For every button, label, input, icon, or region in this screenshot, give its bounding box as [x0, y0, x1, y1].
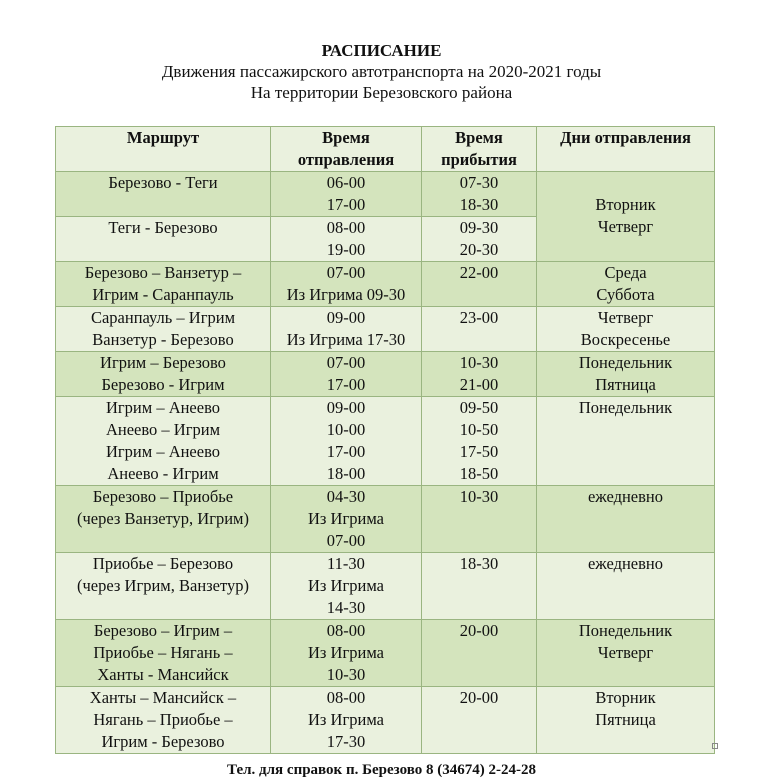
- departure-cell: 08-00 Из Игрима 17-30: [271, 687, 422, 754]
- days-cell: Вторник Четверг: [537, 172, 715, 262]
- schedule-title: РАСПИСАНИЕ: [321, 41, 442, 60]
- departure-cell: 08-00 19-00: [271, 217, 422, 262]
- table-row: [56, 397, 715, 486]
- arrival-cell: 09-50 10-50 17-50 18-50: [422, 397, 537, 486]
- route-cell: Березово – Приобье (через Ванзетур, Игрим): [56, 486, 271, 553]
- days-cell: Четверг Воскресенье: [537, 307, 715, 352]
- days-cell: Вторник Пятница: [537, 687, 715, 754]
- route-cell: Приобье – Березово (через Игрим, Ванзетур): [56, 553, 271, 620]
- table-row: [56, 687, 715, 754]
- schedule-subtitle: Движения пассажирского автотранспорта на 2020-2021 годы: [161, 62, 602, 81]
- arrival-cell: 23-00: [422, 307, 537, 352]
- route-cell: Березово - Теги: [56, 172, 271, 217]
- route-cell: Теги - Березово: [56, 217, 271, 262]
- arrival-cell: 07-30 18-30: [422, 172, 537, 217]
- departure-cell: 09-00 Из Игрима 17-30: [271, 307, 422, 352]
- route-cell: Березово – Ванзетур – Игрим - Саранпауль: [56, 262, 271, 307]
- departure-cell: 08-00 Из Игрима 10-30: [271, 620, 422, 687]
- route-cell: Саранпауль – Игрим Ванзетур - Березово: [56, 307, 271, 352]
- arrival-cell: 20-00: [422, 620, 537, 687]
- header-days: Дни отправления: [537, 127, 715, 172]
- departure-cell: 07-00 17-00: [271, 352, 422, 397]
- table-row: [56, 352, 715, 397]
- days-cell: ежедневно: [537, 553, 715, 620]
- header-arrival: Время прибытия: [422, 127, 537, 172]
- table-row: [56, 620, 715, 687]
- table-resize-handle: [712, 743, 718, 749]
- departure-cell: 06-00 17-00: [271, 172, 422, 217]
- days-cell: ежедневно: [537, 486, 715, 553]
- title-block: [0, 40, 763, 103]
- table-header-row: [56, 127, 715, 172]
- arrival-cell: 20-00: [422, 687, 537, 754]
- arrival-cell: 09-30 20-30: [422, 217, 537, 262]
- days-cell: Понедельник Пятница: [537, 352, 715, 397]
- schedule-region: На территории Березовского района: [250, 83, 513, 102]
- days-cell: Понедельник: [537, 397, 715, 486]
- table-row: [56, 172, 715, 217]
- route-cell: Игрим – Анеево Анеево – Игрим Игрим – Анеево Анеево - Игрим: [56, 397, 271, 486]
- departure-cell: 04-30 Из Игрима 07-00: [271, 486, 422, 553]
- contact-footer: Тел. для справок п. Березово 8 (34674) 2-24-28: [227, 762, 536, 778]
- arrival-cell: 18-30: [422, 553, 537, 620]
- arrival-cell: 22-00: [422, 262, 537, 307]
- arrival-cell: 10-30: [422, 486, 537, 553]
- schedule-table: [55, 126, 715, 754]
- table-row: [56, 307, 715, 352]
- departure-cell: 09-00 10-00 17-00 18-00: [271, 397, 422, 486]
- departure-cell: 07-00 Из Игрима 09-30: [271, 262, 422, 307]
- departure-cell: 11-30 Из Игрима 14-30: [271, 553, 422, 620]
- days-cell: Понедельник Четверг: [537, 620, 715, 687]
- header-departure: Время отправления: [271, 127, 422, 172]
- days-cell: Среда Суббота: [537, 262, 715, 307]
- table-row: [56, 486, 715, 553]
- route-cell: Игрим – Березово Березово - Игрим: [56, 352, 271, 397]
- table-row: [56, 262, 715, 307]
- arrival-cell: 10-30 21-00: [422, 352, 537, 397]
- table-row: [56, 553, 715, 620]
- route-cell: Березово – Игрим – Приобье – Нягань – Ханты - Мансийск: [56, 620, 271, 687]
- route-cell: Ханты – Мансийск – Нягань – Приобье – Игрим - Березово: [56, 687, 271, 754]
- header-route: Маршрут: [56, 127, 271, 172]
